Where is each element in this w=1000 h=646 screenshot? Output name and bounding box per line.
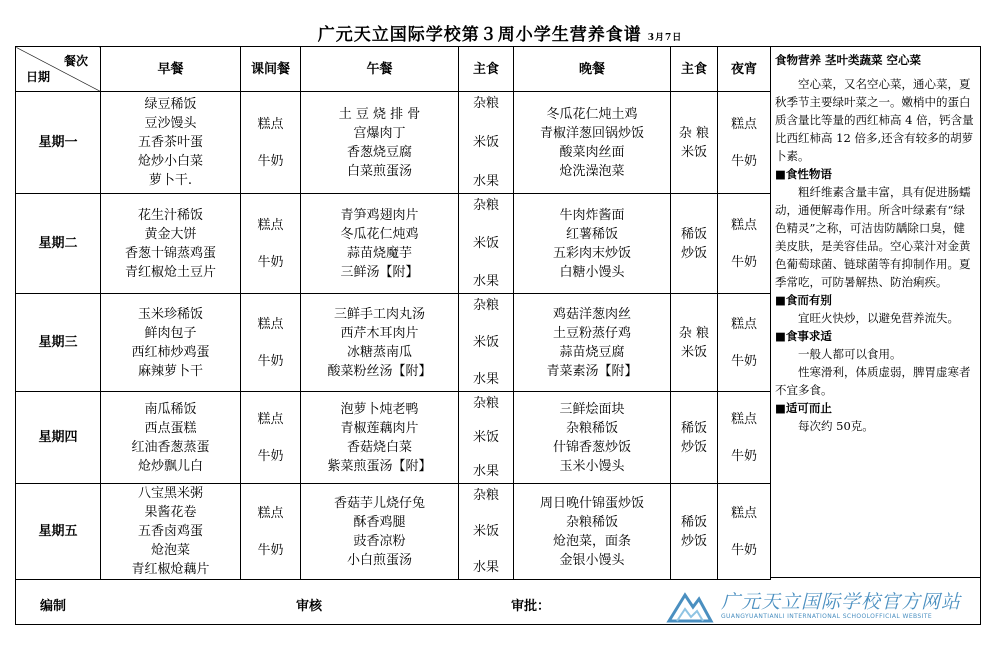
menu-item: 豆沙馒头 — [144, 116, 197, 131]
menu-item: 鲜肉包子 — [144, 325, 197, 341]
menu-item: 杂粮稀饭 — [565, 514, 618, 530]
menu-item: 香葱十锦蒸鸡蛋 — [124, 245, 216, 261]
menu-item: 什锦香葱炒饭 — [552, 439, 631, 455]
menu-item: 水果 — [472, 372, 499, 387]
table-row — [16, 294, 771, 392]
menu-item: 稀饭 — [680, 514, 707, 530]
dinner-cell — [514, 294, 671, 392]
menu-item: 炝洗澡泡菜 — [559, 163, 625, 179]
menu-item: 杂粮 — [472, 396, 499, 411]
menu-item: 牛奶 — [730, 153, 757, 169]
night-snack-cell — [718, 392, 771, 484]
menu-item: 米饭 — [680, 144, 707, 160]
menu-item: 糕点 — [730, 217, 757, 233]
dinner-cell — [514, 392, 671, 484]
menu-item: 牛奶 — [730, 542, 757, 558]
lunch-cell — [301, 194, 459, 294]
menu-item: 小白煎蛋汤 — [346, 552, 412, 568]
menu-item: 三鲜汤【附】 — [340, 264, 419, 280]
day-label: 星期三 — [16, 294, 101, 392]
nutrition-panel — [770, 46, 981, 578]
section-heading: ■食而有别 — [775, 293, 832, 307]
menu-item: 五彩肉末炒饭 — [552, 245, 631, 261]
breakfast-cell — [101, 392, 241, 484]
menu-item: 蒜苗烧魔芋 — [346, 245, 412, 261]
nutrition-intro: 空心菜，又名空心菜，通心菜，夏秋季节主要绿叶菜之一。嫩梢中的蛋白质含量比等量的西红柿高 4 倍，钙含量比西红柿高 12 倍多,还含有较多的胡萝卜素。 — [775, 77, 974, 163]
menu-item: 炝泡菜 — [150, 543, 190, 558]
menu-item: 冬瓜花仁炖鸡 — [340, 226, 419, 242]
dinner-cell — [514, 92, 671, 194]
mountain-logo-icon — [665, 583, 715, 627]
menu-item: 红油香葱蒸蛋 — [131, 439, 210, 455]
menu-item: 萝卜干. — [148, 173, 193, 188]
editor-label: 编制 — [40, 599, 67, 614]
corner-date-label: 日期 — [26, 70, 51, 84]
nutrition-paragraph: 性寒滑利，体质虚弱，脾胃虚寒者不宜多食。 — [775, 365, 971, 397]
snack-cell — [241, 484, 301, 580]
menu-item: 西点蛋糕 — [144, 420, 197, 436]
menu-item: 糕点 — [730, 116, 757, 132]
staple-cell — [459, 484, 514, 580]
menu-item: 牛肉炸酱面 — [559, 207, 625, 223]
menu-item: 牛奶 — [257, 542, 284, 558]
table-row — [16, 484, 771, 580]
header-breakfast: 早餐 — [101, 47, 241, 92]
menu-item: 米饭 — [472, 335, 499, 350]
header-row — [16, 47, 771, 92]
menu-item: 牛奶 — [730, 448, 757, 464]
menu-item: 炝炒小白菜 — [137, 154, 203, 169]
menu-item: 杂粮 — [472, 96, 499, 111]
title-text: 广元天立国际学校第３周小学生营养食谱 — [317, 25, 642, 45]
menu-item: 五香卤鸡蛋 — [137, 524, 203, 539]
staple-cell — [459, 194, 514, 294]
page-title — [0, 20, 1000, 45]
snack-cell — [241, 294, 301, 392]
staple-cell-2 — [671, 92, 718, 194]
breakfast-cell — [101, 484, 241, 580]
snack-cell — [241, 194, 301, 294]
menu-item: 米饭 — [680, 344, 707, 360]
menu-item: 土 豆 烧 排 骨 — [338, 106, 421, 122]
menu-item: 青椒莲藕肉片 — [340, 420, 419, 436]
section-heading: ■适可而止 — [775, 401, 832, 415]
menu-item: 炒饭 — [680, 439, 707, 455]
header-lunch: 午餐 — [301, 47, 459, 92]
table-row — [16, 194, 771, 294]
staple-cell — [459, 392, 514, 484]
menu-item: 米饭 — [472, 524, 499, 539]
menu-item: 青椒洋葱回锅炒饭 — [539, 125, 644, 141]
section-heading: ■食事求适 — [775, 329, 832, 343]
breakfast-cell — [101, 194, 241, 294]
nutrition-paragraph: 粗纤维素含量丰富，具有促进肠蠕动，通便解毒作用。所含叶绿素有“绿色精灵”之称，可洁齿防龋除口臭，健美皮肤，是美容佳品。空心菜汁对金黄色葡萄球菌、链球菌等有抑制作用。夏季常吃，可防暑解热、防治痢疾。 — [775, 185, 971, 289]
menu-item: 杂 粮 — [678, 125, 710, 141]
menu-item: 糕点 — [730, 316, 757, 332]
header-snack: 课间餐 — [241, 47, 301, 92]
menu-item: 青菜素汤【附】 — [546, 363, 638, 379]
menu-item: 周日晚什锦蛋炒饭 — [539, 495, 644, 511]
menu-item: 冬瓜花仁炖土鸡 — [546, 106, 638, 122]
snack-cell — [241, 392, 301, 484]
lunch-cell — [301, 392, 459, 484]
staple-cell — [459, 92, 514, 194]
night-snack-cell — [718, 294, 771, 392]
menu-item: 糕点 — [257, 116, 284, 132]
menu-item: 杂 粮 — [678, 325, 710, 341]
table-row — [16, 392, 771, 484]
menu-item: 炝炒飘儿白 — [137, 458, 203, 474]
menu-item: 八宝黑米粥 — [137, 486, 203, 501]
menu-item: 水果 — [472, 464, 499, 479]
menu-item: 杂粮稀饭 — [565, 420, 618, 436]
title-date: 3月7日 — [647, 33, 683, 43]
menu-item: 牛奶 — [730, 254, 757, 270]
day-label: 星期二 — [16, 194, 101, 294]
menu-item: 杂粮 — [472, 198, 499, 213]
menu-item: 玉米小馒头 — [559, 458, 625, 474]
header-staple-2: 主食 — [671, 47, 718, 92]
menu-item: 蒜苗烧豆腐 — [559, 344, 625, 360]
menu-item: 糕点 — [257, 217, 284, 233]
menu-item: 花生汁稀饭 — [137, 207, 203, 223]
menu-item: 青笋鸡翅肉片 — [340, 207, 419, 223]
section-heading: ■食性物语 — [775, 167, 832, 181]
menu-item: 麻辣萝卜干 — [137, 363, 203, 379]
menu-item: 糕点 — [257, 505, 284, 521]
menu-item: 酸菜肉丝面 — [559, 144, 625, 160]
corner-meal-label: 餐次 — [63, 54, 88, 68]
menu-item: 土豆粉蒸仔鸡 — [552, 325, 631, 341]
menu-item: 青红椒炝土豆片 — [124, 264, 216, 280]
menu-item: 果酱花卷 — [144, 505, 197, 520]
menu-item: 炒饭 — [680, 245, 707, 261]
breakfast-cell — [101, 92, 241, 194]
menu-item: 豉香凉粉 — [353, 533, 406, 549]
header-dinner: 晚餐 — [514, 47, 671, 92]
menu-item: 牛奶 — [257, 254, 284, 270]
menu-item: 西红柿炒鸡蛋 — [131, 344, 210, 360]
menu-item: 糕点 — [257, 411, 284, 427]
menu-item: 牛奶 — [730, 353, 757, 369]
menu-item: 金银小馒头 — [559, 552, 625, 568]
header-staple: 主食 — [459, 47, 514, 92]
menu-item: 牛奶 — [257, 353, 284, 369]
night-snack-cell — [718, 92, 771, 194]
menu-item: 酥香鸡腿 — [353, 514, 406, 530]
nutrition-paragraph: 宜旺火快炒，以避免营养流失。 — [798, 311, 959, 325]
logo-subtext: GUANGYUANTIANLI INTERNATIONAL SCHOOLOFFICIAL WEBSITE — [721, 613, 933, 620]
menu-item: 稀饭 — [680, 420, 707, 436]
menu-item: 五香茶叶蛋 — [137, 135, 203, 150]
corner-header — [16, 47, 101, 92]
menu-item: 白菜煎蛋汤 — [346, 163, 412, 179]
menu-item: 糕点 — [257, 316, 284, 332]
approver-label: 审批： — [511, 599, 551, 614]
day-label: 星期五 — [16, 484, 101, 580]
menu-item: 香菇烧白菜 — [346, 439, 412, 455]
menu-item: 红薯稀饭 — [565, 226, 618, 242]
staple-cell-2 — [671, 294, 718, 392]
menu-item: 水果 — [472, 174, 499, 189]
menu-item: 紫菜煎蛋汤【附】 — [327, 458, 432, 474]
menu-item: 糕点 — [730, 505, 757, 521]
menu-item: 米饭 — [472, 135, 499, 150]
menu-item: 米饭 — [472, 236, 499, 251]
menu-item: 玉米珍稀饭 — [137, 306, 203, 322]
day-label: 星期四 — [16, 392, 101, 484]
nutrition-paragraph: 一般人都可以食用。 — [798, 347, 902, 361]
menu-item: 三鲜手工肉丸汤 — [333, 306, 425, 322]
menu-item: 三鲜烩面块 — [559, 401, 625, 417]
menu-item: 香菇芋儿烧仔兔 — [333, 495, 425, 511]
menu-item: 糕点 — [730, 411, 757, 427]
lunch-cell — [301, 294, 459, 392]
menu-item: 米饭 — [472, 430, 499, 445]
lunch-cell — [301, 484, 459, 580]
menu-item: 白糖小馒头 — [559, 264, 625, 280]
staple-cell-2 — [671, 194, 718, 294]
logo-text: 广元天立国际学校官方网站 — [721, 591, 962, 613]
menu-item: 香葱烧豆腐 — [346, 144, 412, 160]
menu-item: 牛奶 — [257, 448, 284, 464]
menu-item: 绿豆稀饭 — [144, 97, 197, 112]
menu-item: 鸡菇洋葱肉丝 — [552, 306, 631, 322]
lunch-cell — [301, 92, 459, 194]
menu-item: 杂粮 — [472, 488, 499, 503]
menu-item: 黄金大饼 — [144, 226, 197, 242]
menu-item: 水果 — [472, 560, 499, 575]
menu-item: 炒饭 — [680, 533, 707, 549]
menu-item: 稀饭 — [680, 226, 707, 242]
menu-item: 冰糖蒸南瓜 — [346, 344, 412, 360]
menu-item: 青红椒炝藕片 — [131, 562, 210, 577]
night-snack-cell — [718, 484, 771, 580]
nutrition-paragraph: 每次约 50克。 — [798, 419, 874, 433]
night-snack-cell — [718, 194, 771, 294]
menu-item: 泡萝卜炖老鸭 — [340, 401, 419, 417]
menu-table — [15, 46, 771, 580]
reviewer-label: 审核 — [296, 599, 323, 614]
staple-cell — [459, 294, 514, 392]
menu-item: 牛奶 — [257, 153, 284, 169]
menu-item: 杂粮 — [472, 298, 499, 313]
day-label: 星期一 — [16, 92, 101, 194]
snack-cell — [241, 92, 301, 194]
dinner-cell — [514, 484, 671, 580]
table-row — [16, 92, 771, 194]
header-night-snack: 夜宵 — [718, 47, 771, 92]
breakfast-cell — [101, 294, 241, 392]
menu-item: 南瓜稀饭 — [144, 401, 197, 417]
nutrition-heading: 食物营养 茎叶类蔬菜 空心菜 — [775, 53, 922, 67]
school-website-logo[interactable] — [665, 583, 980, 629]
menu-item: 宫爆肉丁 — [353, 125, 406, 141]
staple-cell-2 — [671, 392, 718, 484]
menu-item: 水果 — [472, 274, 499, 289]
menu-item: 炝泡菜，面条 — [552, 533, 631, 549]
menu-item: 酸菜粉丝汤【附】 — [327, 363, 432, 379]
dinner-cell — [514, 194, 671, 294]
staple-cell-2 — [671, 484, 718, 580]
menu-item: 西芹木耳肉片 — [340, 325, 419, 341]
